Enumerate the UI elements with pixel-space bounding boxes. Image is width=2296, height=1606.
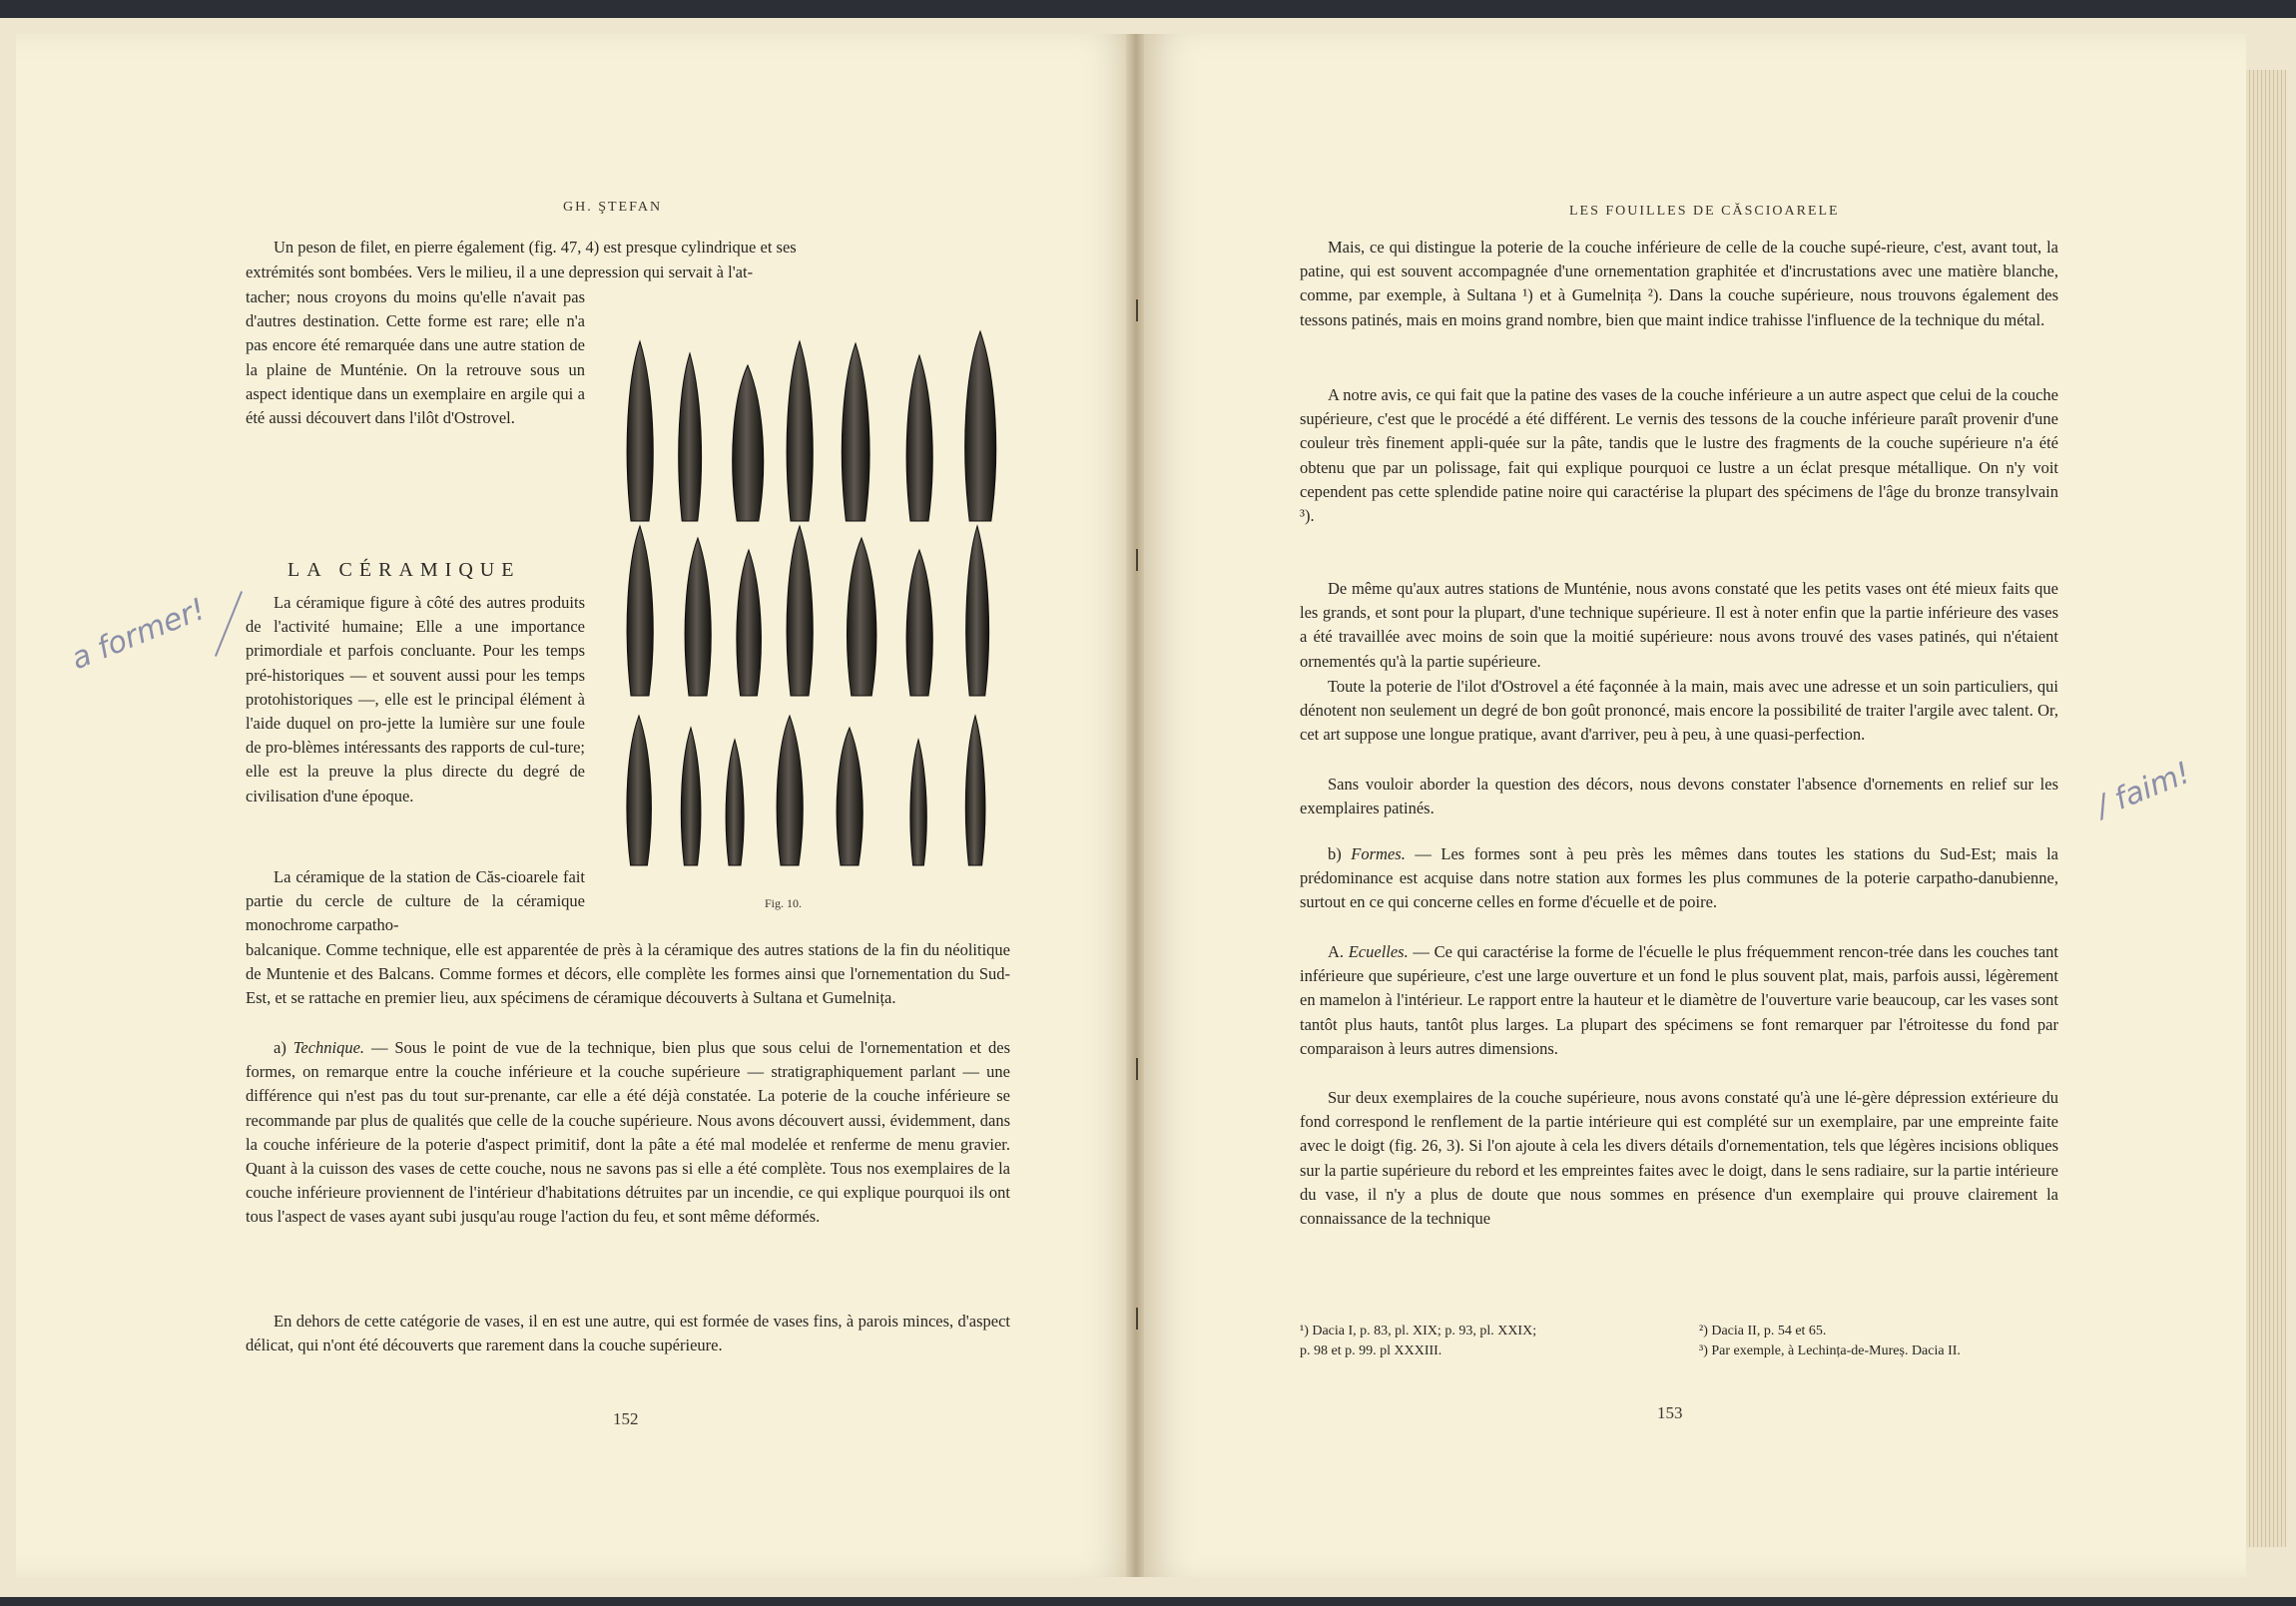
ostrovel-paragraph: Toute la poterie de l'ilot d'Ostrovel a été façonnée à la main, mais avec une adresse et un soin particuliers, qui dénotent non seulement un degré de bon goût prononcé, mais encore la possibilité de traiter l'argile avec talent. Or, cet art suppose une longue pratique, avant d'arriver, peu à peu, à une quasi-perfection.: [1300, 677, 2058, 745]
ceramique-paragraph-2-narrow: La céramique de la station de Căs-cioarele fait partie du cercle de culture de la céramique monochrome carpatho-: [246, 867, 585, 935]
exemplaires-paragraph: Sur deux exemplaires de la couche supérieure, nous avons constaté qu'à une lé-gère dépression extérieure du fond correspond le renflement de la partie intérieure qui est complété sur un exemplaire, par une empreinte faite avec le doigt (fig. 26, 3). Si l'on ajoute à cela les divers détails d'ornementation, tels que légères incisions obliques sur la partie supérieure du rebord et les empreintes faites avec le doigt, dans le sens radiaire, sur la partie intérieure du vase, il n'y a plus de doute que nous sommes en présence d'un exemplaire qui prouve clairement la connaissance de la technique: [1300, 1088, 2058, 1229]
binding-thread-2: [1136, 549, 1138, 571]
flint-blade-5: [842, 343, 869, 521]
figure-caption: Fig. 10.: [765, 896, 803, 910]
ceramique-paragraph-1: La céramique figure à côté des autres produits de l'activité humaine; Elle a une importance primordiale et parfois concluante. Pour les temps pré-historiques — et souvent aussi pour les temps protohistoriques —, elle est le principal élément à l'aide duquel on pro-jette la lumière sur une foule de pro-blèmes intéressants des rapports de cul-ture; elle est la preuve la plus directe du degré de civilisation d'une époque.: [246, 593, 585, 805]
ecuelles-label: Ecuelles.: [1348, 942, 1409, 961]
flint-blade-8: [627, 526, 653, 696]
flint-blade-9: [685, 538, 711, 696]
flint-blade-4: [787, 341, 813, 521]
footnote-1b: p. 98 et p. 99. pl XXXIII.: [1300, 1343, 1442, 1358]
binding-thread-1: [1136, 299, 1138, 321]
formes-prefix: b): [1328, 844, 1342, 863]
right-page: [1144, 34, 2246, 1577]
technique-label: Technique.: [292, 1038, 365, 1057]
footnote-3: ³) Par exemple, à Lechința-de-Mureș. Dacia II.: [1699, 1343, 1961, 1358]
flint-blade-2: [679, 353, 702, 521]
formes-label: Formes.: [1351, 844, 1406, 863]
flint-blade-11: [787, 526, 813, 696]
left-page: [16, 34, 1134, 1577]
page-number-left: 152: [613, 1409, 639, 1428]
margin-slash-left: [215, 591, 243, 657]
ceramique-paragraph-2-full: balcanique. Comme technique, elle est apparentée de près à la céramique des autres stations de la fin du néolitique de Muntenie et des Balcans. Comme formes et décors, elle complète les formes ainsi que l'ornementation du Sud-Est, et se rattache en premier lieu, aux spécimens de céramique découverts à Sultana et Gumelnița.: [246, 940, 1010, 1008]
ecuelles-text: — Ce qui caractérise la forme de l'écuelle le plus fréquemment rencon-trée dans les couches tant inférieure que supérieure, c'est une large ouverture et un fond le plus souvent plat, mais, parfois aussi, légèrement en mamelon à l'intérieur. Le rapport entre la hauteur et le diamètre de l'ouverture varie beaucoup, car les vases sont tantôt plus hauts, tantôt plus larges. La plupart des spécimens se font remarquer par l'étroitesse du fond par comparaison à leurs autres dimensions.: [1300, 942, 2058, 1058]
flint-blade-12: [848, 538, 876, 696]
technique-prefix: a): [274, 1038, 287, 1057]
intro-line-2: extrémités sont bombées. Vers le milieu, il a une depression qui servait à l'at-: [246, 263, 754, 281]
flint-blades-plate: [595, 321, 1004, 880]
handwritten-margin-note-right: / faim!: [2091, 755, 2196, 825]
decors-paragraph: Sans vouloir aborder la question des décors, nous devons constater l'absence d'ornements en relief sur les exemplaires patinés.: [1300, 775, 2058, 818]
footnote-1a: ¹) Dacia I, p. 83, pl. XIX; p. 93, pl. XXIX;: [1300, 1324, 1537, 1338]
flint-blade-1: [627, 341, 653, 521]
flint-blade-20: [910, 740, 926, 865]
flint-blade-17: [726, 740, 744, 865]
technique-paragraph: [246, 1036, 1010, 1230]
flint-blade-3: [733, 365, 764, 521]
ecuelles-paragraph: [1300, 940, 2058, 1061]
vernis-paragraph: A notre avis, ce qui fait que la patine des vases de la couche inférieure a un autre aspect que celui de la couche supérieure, c'est que le procédé a été différent. Le vernis des tessons de la couche inférieure paraît provenir d'une couleur très finement appli-quée sur la pâte, tandis que le lustre des fragments de la couche supérieure n'a été obtenu que par un polissage, fait qui explique pourquoi ce lustre a un éclat presque métallique. On n'y voit cependent pas cette splendide patine noire qui caractérise la plupart des spécimens de l'âge du bronze transylvain ³).: [1300, 385, 2058, 526]
flint-blade-21: [965, 716, 985, 865]
flint-blade-7: [965, 331, 996, 521]
running-header-left: GH. ŞTEFAN: [563, 200, 663, 215]
flint-blade-19: [837, 728, 862, 865]
intro-line-1: Un peson de filet, en pierre également (fig. 47, 4) est presque cylindrique et ses: [274, 238, 797, 257]
flint-blade-16: [681, 728, 701, 865]
patine-paragraph: Mais, ce qui distingue la poterie de la couche inférieure de celle de la couche supé-rieure, c'est, avant tout, la patine, qui est souvent accompagnée d'une ornementation graphitée et d'incrustations avec une matière blanche, comme, par exemple, à Sultana ¹) et à Gumelnița ²). Dans la couche supérieure, nous trouvons également des tessons patinés, mais en moins grand nombre, bien que maint indice trahisse l'influence de la technique du métal.: [1300, 238, 2058, 329]
binding-thread-3: [1136, 1058, 1138, 1080]
section-title-ceramique: LA CÉRAMIQUE: [287, 559, 521, 581]
running-header-right: LES FOUILLES DE CĂSCIOARELE: [1569, 204, 1840, 219]
book-gutter: [1126, 34, 1146, 1577]
flint-blade-14: [966, 526, 989, 696]
footnote-2: ²) Dacia II, p. 54 et 65.: [1699, 1324, 1827, 1338]
formes-paragraph: [1300, 842, 2058, 915]
flint-blade-15: [627, 716, 652, 865]
handwritten-margin-note-left: a former!: [66, 591, 211, 678]
figure-10-flint-blades: [595, 321, 1004, 880]
binding-thread-4: [1136, 1308, 1138, 1330]
intro-paragraph-narrow: tacher; nous croyons du moins qu'elle n'avait pas d'autres destination. Cette forme est rare; elle n'a pas encore été remarquée dans une autre station de la plaine de Munténie. On la retrouve sous un aspect identique dans un exemplaire en argile qui a été aussi découvert dans l'ilôt d'Ostrovel.: [246, 287, 585, 428]
flint-blade-6: [906, 355, 932, 521]
formes-text: — Les formes sont à peu près les mêmes dans toutes les stations du Sud-Est; mais la prédominance est acquise dans notre station aux formes les plus communes de la poterie carpatho-danubienne, surtout en ce qui concerne celles en forme d'écuelle et de poire.: [1300, 844, 2058, 912]
flint-blade-18: [777, 716, 803, 865]
petits-vases-paragraph: De même qu'aux autres stations de Munténie, nous avons constaté que les petits vases ont été mieux faits que les grands, et sont pour la plupart, d'une technique supérieure. Il est à noter enfin que la partie inférieure des vases a été travaillée avec moins de soin que la moitié supérieure: nous avons trouvé des vases patinés, qui n'étaient ornementés qu'à la partie supérieure.: [1300, 579, 2058, 671]
technique-text: — Sous le point de vue de la technique, bien plus que sous celui de l'ornementation et des formes, on remarque entre la couche inférieure et la couche supérieure — stratigraphiquement parlant — une différence qui n'est pas du tout sur-prenante, car elle a été déjà constatée. La poterie de la couche inférieure se recommande par plus de qualités que celle de la couche supérieure. Nous avons découvert aussi, évidemment, dans la couche inférieure de la poterie d'aspect primitif, dont la pâte a été mal modelée et renferme de menu gravier. Quant à la cuisson des vases de cette couche, nous ne savons pas si elle a été complète. Tous nos exemplaires de la couche inférieure proviennent de l'intérieur d'habitations détruites par un incendie, ce qui explique pourquoi ils ont tous l'aspect de vases ayant subi jusqu'au rouge l'action du feu, et sont même déformés.: [246, 1038, 1011, 1227]
ecuelles-prefix: A.: [1328, 942, 1345, 961]
flint-blade-10: [737, 550, 762, 696]
page-stack-edge: [2246, 70, 2286, 1547]
fine-vases-paragraph: En dehors de cette catégorie de vases, il en est une autre, qui est formée de vases fins, à parois minces, d'aspect délicat, qui n'ont été découverts que rarement dans la couche supérieure.: [246, 1312, 1010, 1355]
flint-blade-13: [906, 550, 932, 696]
page-number-right: 153: [1657, 1403, 1683, 1422]
